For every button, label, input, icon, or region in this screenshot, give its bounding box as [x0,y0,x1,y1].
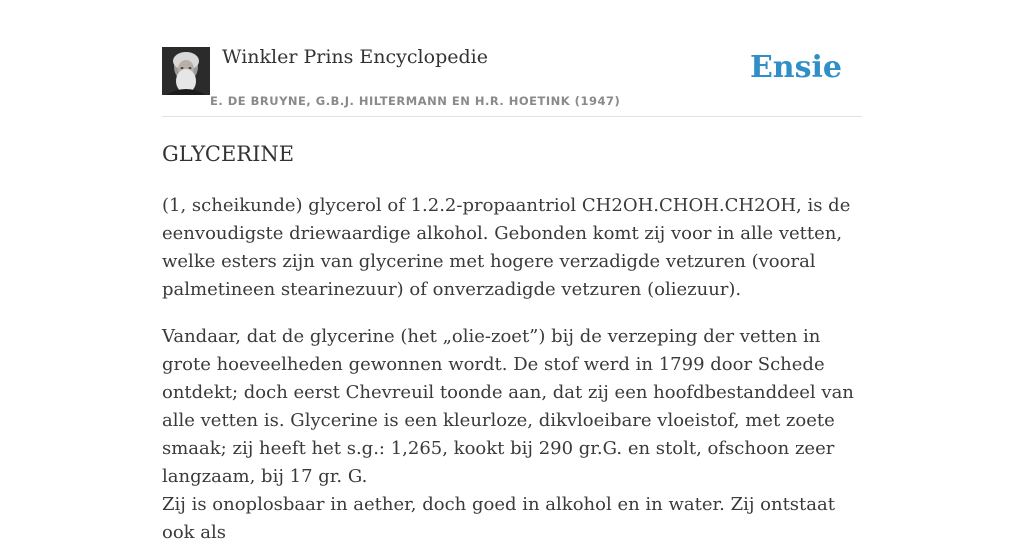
article-paragraph: Vandaar, dat de glycerine (het „olie-zoet”) bij de verzeping der vetten in grote hoeveelheden gewonnen wordt. De stof werd in 1799 door Schede ontdekt; doch eerst Chevreuil toonde aan, dat zij een hoofdbestanddeel van alle vetten is. Glycerine is een kleurloze, dikvloeibare vloeistof, met zoete smaak; zij heeft het s.g.: 1,265, kookt bij 290 gr.G. en stolt, ofschoon zeer langzaam, bij 17 gr. G. [162,326,854,487]
site-header [162,0,862,117]
authors-byline: E. DE BRUYNE, G.B.J. HILTERMANN EN H.R. HOETINK (1947) [210,94,621,108]
site-title[interactable]: Winkler Prins Encyclopedie [222,46,488,68]
brand-logo[interactable]: Ensie [749,50,842,85]
portrait-icon [162,47,210,95]
article-paragraph: (1, scheikunde) glycerol of 1.2.2-propaantriol CH2OH.CHOH.CH2OH, is de eenvoudigste driewaardige alkohol. Gebonden komt zij voor in alle vetten, welke esters zijn van glycerine met hogere verzadigde vetzuren (vooral palmetineen stearinezuur) of onverzadigde vetzuren (oliezuur). [162,195,851,300]
article-title: GLYCERINE [162,142,295,166]
article-paragraph: Zij is onoplosbaar in aether, doch goed in alkohol en in water. Zij ontstaat ook als [162,494,835,543]
page [162,0,862,543]
author-avatar[interactable] [162,47,210,95]
